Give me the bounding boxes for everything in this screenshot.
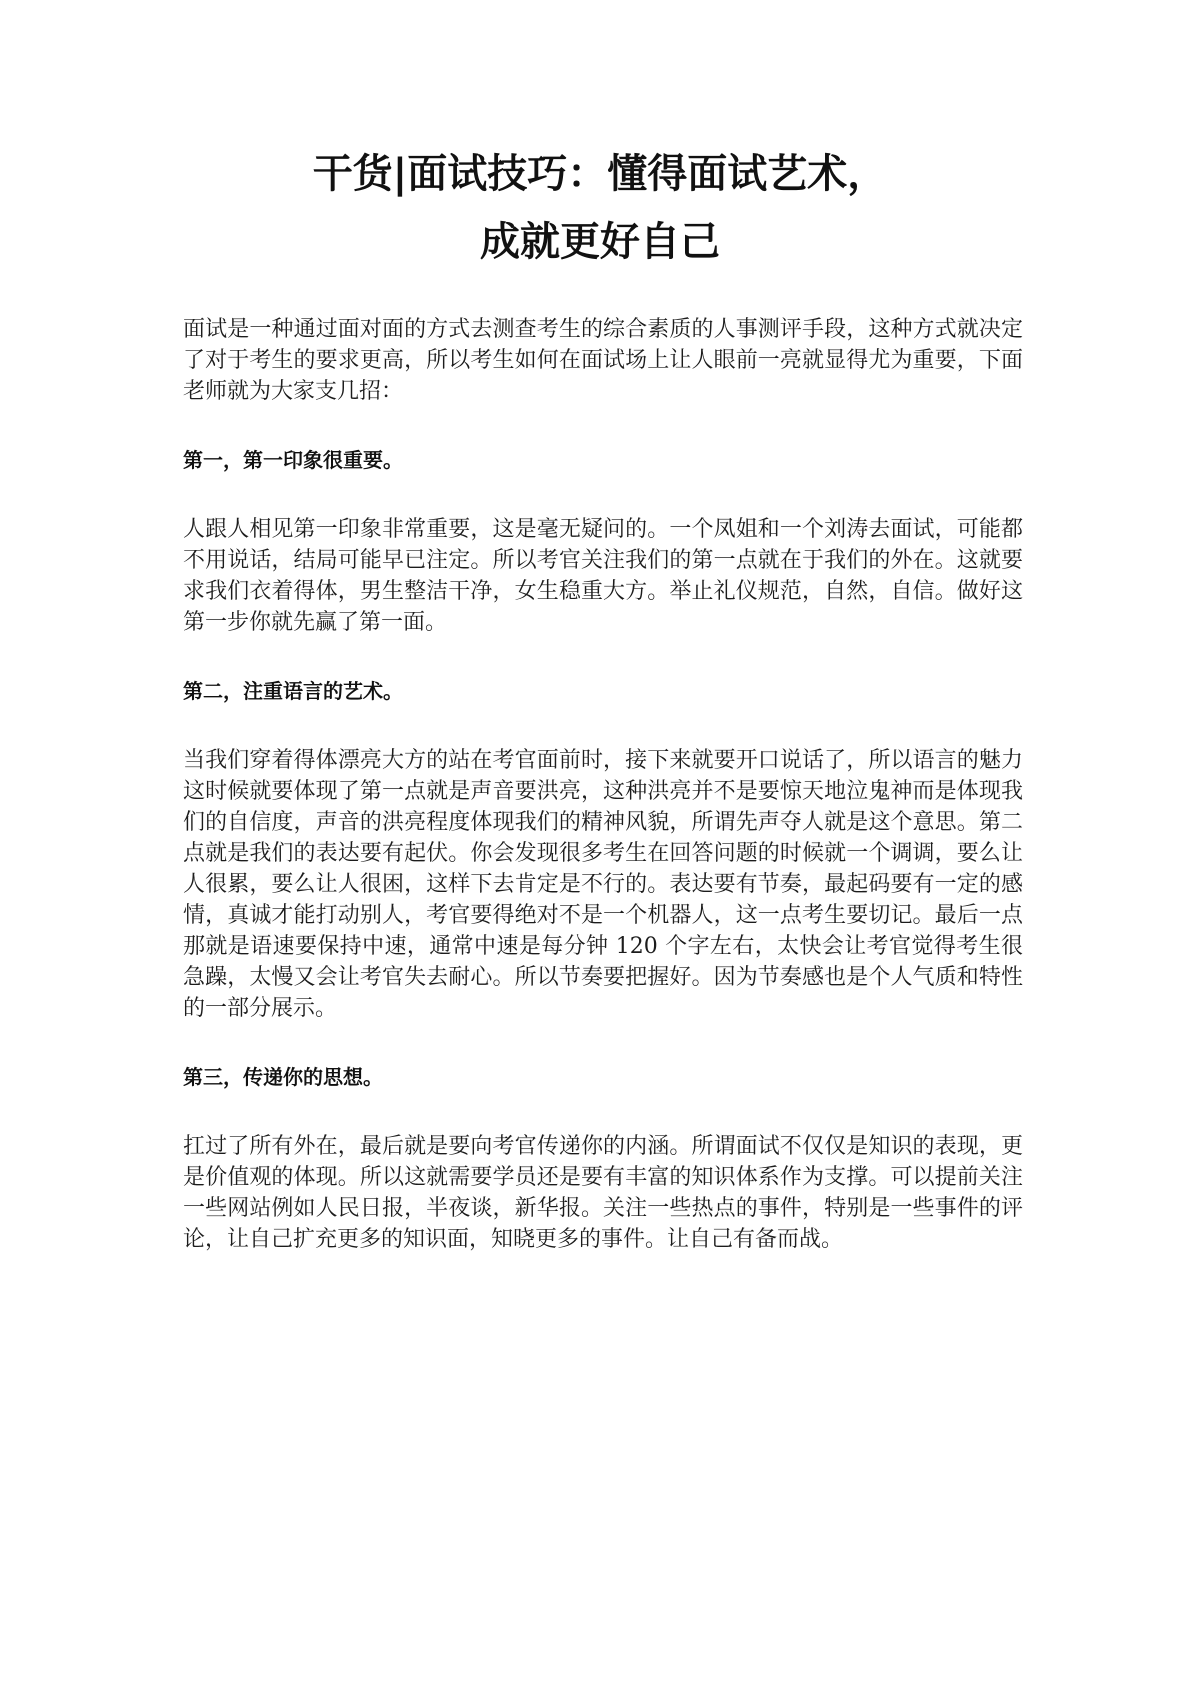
section-paragraph-3: 扛过了所有外在，最后就是要向考官传递你的内涵。所谓面试不仅仅是知识的表现，更是价值观的体现。所以这就需要学员还是要有丰富的知识体系作为支撑。可以提前关注一些网站例如人民日报，半夜谈，新华报。关注一些热点的事件，特别是一些事件的评论，让自己扩充更多的知识面，知晓更多的事件。让自己有备而战。 — [183, 1134, 1023, 1252]
section-paragraph-1: 人跟人相见第一印象非常重要，这是毫无疑问的。一个凤姐和一个刘涛去面试，可能都不用说话，结局可能早已注定。所以考官关注我们的第一点就在于我们的外在。这就要求我们衣着得体，男生整洁干净，女生稳重大方。举止礼仪规范，自然，自信。做好这第一步你就先赢了第一面。 — [183, 517, 1023, 635]
title-line-1: 干货|面试技巧：懂得面试艺术， — [312, 151, 888, 197]
section-heading-1: 第一，第一印象很重要。 — [183, 448, 403, 472]
section-heading-3: 第三，传递你的思想。 — [183, 1065, 383, 1089]
section-heading-2: 第二，注重语言的艺术。 — [183, 679, 403, 703]
section-paragraph-2: 当我们穿着得体漂亮大方的站在考官面前时，接下来就要开口说话了，所以语言的魅力这时候就要体现了第一点就是声音要洪亮，这种洪亮并不是要惊天地泣鬼神而是体现我们的自信度，声音的洪亮程度体现我们的精神风貌，所谓先声夺人就是这个意思。第二点就是我们的表达要有起伏。你会发现很多考生在回答问题的时候就一个调调，要么让人很累，要么让人很困，这样下去肯定是不行的。表达要有节奏，最起码要有一定的感情，真诚才能打动别人，考官要得绝对不是一个机器人，这一点考生要切记。最后一点那就是语速要保持中速，通常中速是每分钟 120 个字左右，太快会让考官觉得考生很急躁，太慢又会让考官失去耐心。所以节奏要把握好。因为节奏感也是个人气质和特性的一部分展示。 — [183, 748, 1023, 1021]
title-line-2: 成就更好自己 — [480, 219, 720, 265]
intro-paragraph: 面试是一种通过面对面的方式去测查考生的综合素质的人事测评手段，这种方式就决定了对于考生的要求更高，所以考生如何在面试场上让人眼前一亮就显得尤为重要，下面老师就为大家支几招： — [183, 317, 1023, 404]
document-title — [180, 140, 1020, 276]
document-body — [183, 314, 1023, 1255]
